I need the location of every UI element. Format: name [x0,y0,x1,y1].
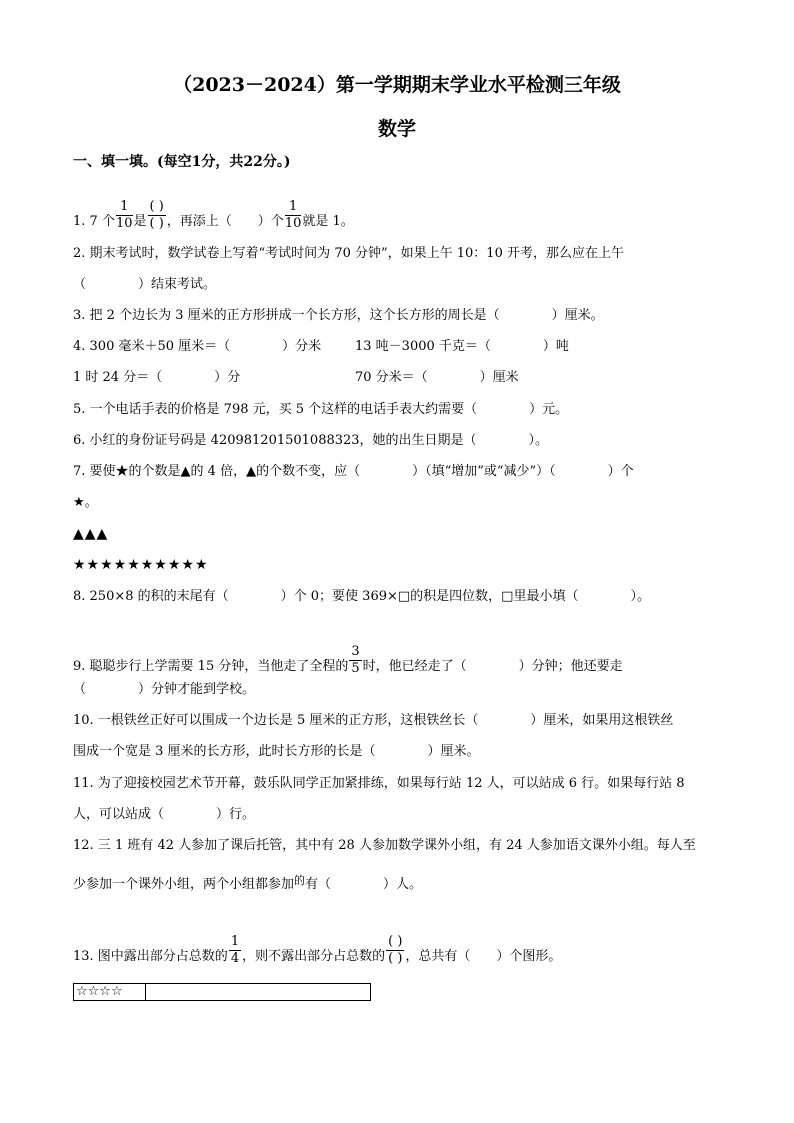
question-12-line2: 少参加一个课外小组，两个小组都参加$^的$有（ ）人。 [73,874,423,892]
fraction: $\frac{1}{4}$ [230,934,240,966]
question-9-line2: （ ）分钟才能到学校。 [73,682,256,697]
fraction-blank: $\frac{( )}{( )}$ [149,199,164,231]
page-title: （2023－2024）第一学期期末学业水平检测三年级 [173,74,621,96]
question-10-line1: 10. 一根铁丝正好可以围成一个边长是 5 厘米的正方形，这根铁丝长（ ）厘米，如果用这根铁丝 [73,713,674,728]
question-7-line2: ★。 [73,495,98,510]
question-2-line2: （ ）结束考试。 [73,277,217,292]
subject-title: 数学 [377,118,416,140]
question-2-line1: 2. 期末考试时，数学试卷上写着“考试时间为 70 分钟”，如果上午 10：10 开考，那么应在上午 [73,246,624,261]
section-heading: 一、填一填。(每空1分，共22分。) [73,154,291,170]
question-1: 1. 7 个 $\frac{1}{10}$ 是 $\frac{( )}{( )}$ ，再添上（ ）个 $\frac{1}{10}$ 就是 1。 [73,199,354,231]
question-4d: 70 分米＝（ ）厘米 [355,370,519,385]
fraction: $\frac{1}{10}$ [284,199,302,231]
visible-stars: ☆☆☆☆ [74,984,146,1000]
question-8: 8. 250×8 的积的末尾有（ ）个 0；要使 369×□的积是四位数，□里最小填（ ）。 [73,589,650,604]
question-10-line2: 围成一个宽是 3 厘米的长方形，此时长方形的长是（ ）厘米。 [73,744,480,759]
question-11-line1: 11. 为了迎接校园艺术节开幕，鼓乐队同学正加紧排练，如果每行站 12 人，可以站成 6 行。如果每行站 8 [73,776,685,791]
question-7-line1: 7. 要使★的个数是▲的 4 倍，▲的个数不变，应（ ）（填“增加”或“减少”）（ ）个 [73,464,634,479]
question-3: 3. 把 2 个边长为 3 厘米的正方形拼成一个长方形，这个长方形的周长是（ ）厘米。 [73,308,604,323]
star-row: ★★★★★★★★★★ [73,557,209,573]
fraction-blank: $\frac{( )}{( )}$ [388,934,403,966]
triangle-row: ▲▲▲ [73,526,109,542]
question-12-line1: 12. 三 1 班有 42 人参加了课后托管，其中有 28 人参加数学课外小组，有 24 人参加语文课外小组。每人至 [73,838,696,853]
question-5: 5. 一个电话手表的价格是 798 元，买 5 个这样的电话手表大约需要（ ）元。 [73,402,569,417]
question-4c: 1 时 24 分＝（ ）分 [73,370,241,385]
question-4b: 13 吨－3000 千克＝（ ）吨 [355,339,569,354]
question-13: 13. 图中露出部分占总数的 $\frac{1}{4}$ ，则不露出部分占总数的 $\frac{( )}{( )}$ ，总共有（ ）个图形。 [73,934,562,966]
question-11-line2: 人，可以站成（ ）行。 [73,807,256,822]
question-4a: 4. 300 毫米＋50 厘米＝（ ）分米 [73,339,322,354]
fraction: $\frac{1}{10}$ [115,199,133,231]
figure-box [73,983,371,1001]
question-6: 6. 小红的身份证号码是 420981201501088323，她的出生日期是（ ）。 [73,433,549,448]
question-9-line1: 9. 聪聪步行上学需要 15 分钟，当他走了全程的 $\frac{3}{5}$ 时，他已经走了（ ）分钟；他还要走 [73,644,623,676]
fraction: $\frac{3}{5}$ [351,644,360,676]
